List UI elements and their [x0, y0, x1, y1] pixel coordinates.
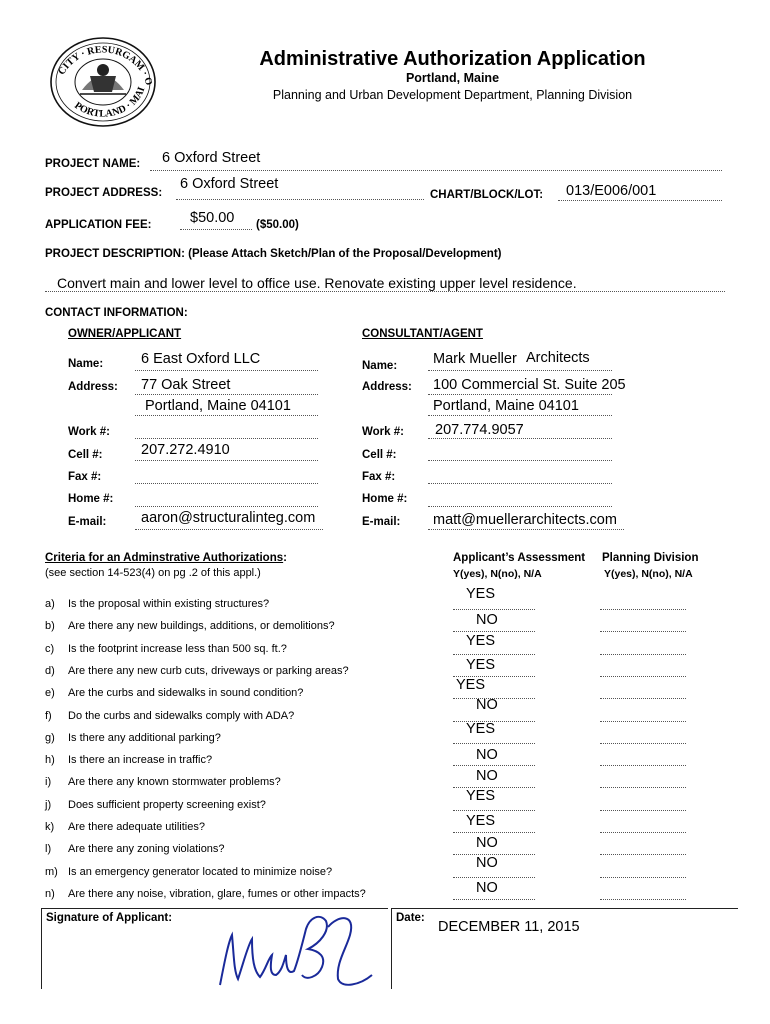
- owner-name-value[interactable]: 6 East Oxford LLC: [141, 351, 261, 367]
- applicant-assessment-subheading: Y(yes), N(no), N/A: [453, 568, 542, 580]
- planning-answer-line[interactable]: [600, 810, 686, 811]
- criteria-question: Does sufficient property screening exist?: [68, 799, 266, 811]
- owner-address-line1: [135, 394, 318, 395]
- criteria-question: Are there any noise, vibration, glare, fumes or other impacts?: [68, 888, 366, 900]
- criteria-question: Is there any additional parking?: [68, 732, 221, 744]
- owner-cell-label: Cell #:: [68, 449, 103, 461]
- criteria-letter: b): [45, 620, 55, 632]
- date-value[interactable]: DECEMBER 11, 2015: [438, 919, 580, 935]
- applicant-answer-line: [453, 765, 535, 766]
- applicant-answer[interactable]: NO: [476, 697, 498, 713]
- consultant-work-label: Work #:: [362, 426, 404, 438]
- project-description-line: [45, 291, 725, 292]
- project-address-value[interactable]: 6 Oxford Street: [180, 176, 279, 192]
- applicant-answer[interactable]: YES: [466, 586, 496, 602]
- owner-cell-line: [135, 460, 318, 461]
- project-address-label: PROJECT ADDRESS:: [45, 187, 163, 199]
- consultant-email-value[interactable]: matt@muellerarchitects.com: [433, 512, 617, 528]
- criteria-question: Do the curbs and sidewalks comply with ADA?: [68, 710, 295, 722]
- applicant-answer[interactable]: YES: [456, 677, 486, 693]
- criteria-letter: m): [45, 866, 58, 878]
- planning-answer-line[interactable]: [600, 721, 686, 722]
- chart-block-lot-value[interactable]: 013/E006/001: [566, 183, 657, 199]
- consultant-address-line2-value[interactable]: Portland, Maine 04101: [433, 398, 579, 414]
- chart-block-lot-line: [558, 200, 722, 201]
- consultant-name-label: Name:: [362, 360, 398, 372]
- applicant-answer-line: [453, 810, 535, 811]
- owner-email-label: E-mail:: [68, 516, 107, 528]
- criteria-letter: d): [45, 665, 55, 677]
- consultant-address-line1: [428, 394, 612, 395]
- owner-home-line: [135, 506, 318, 507]
- consultant-home-label: Home #:: [362, 493, 408, 505]
- owner-fax-line: [135, 483, 318, 484]
- planning-answer-line[interactable]: [600, 743, 686, 744]
- chart-block-lot-label: CHART/BLOCK/LOT:: [430, 189, 544, 201]
- criteria-question: Are the curbs and sidewalks in sound condition?: [68, 687, 304, 699]
- applicant-answer[interactable]: NO: [476, 855, 498, 871]
- criteria-letter: l): [45, 843, 52, 855]
- application-fee-line: [180, 229, 252, 230]
- consultant-name-value[interactable]: Mark Mueller: [433, 351, 517, 367]
- criteria-letter: g): [45, 732, 55, 744]
- city-seal: [40, 32, 170, 132]
- project-name-label: PROJECT NAME:: [45, 158, 141, 170]
- applicant-answer[interactable]: YES: [466, 721, 496, 737]
- consultant-email-label: E-mail:: [362, 516, 401, 528]
- date-label: Date:: [396, 912, 425, 924]
- project-description-label: PROJECT DESCRIPTION: (Please Attach Sketch/Plan of the Proposal/Development): [45, 248, 502, 260]
- project-name-line: [150, 170, 722, 171]
- planning-answer-line[interactable]: [600, 654, 686, 655]
- applicant-answer-line: [453, 743, 535, 744]
- applicant-answer[interactable]: NO: [476, 768, 498, 784]
- criteria-question: Are there any new curb cuts, driveways or parking areas?: [68, 665, 349, 677]
- criteria-title-text: Criteria for an Adminstrative Authorizations: [45, 552, 284, 564]
- consultant-fax-label: Fax #:: [362, 471, 396, 483]
- owner-home-label: Home #:: [68, 493, 114, 505]
- consultant-cell-label: Cell #:: [362, 449, 397, 461]
- criteria-letter: k): [45, 821, 55, 833]
- owner-work-label: Work #:: [68, 426, 110, 438]
- applicant-answer[interactable]: YES: [466, 633, 496, 649]
- signature-mark[interactable]: [210, 905, 380, 995]
- owner-address-line2: [135, 415, 318, 416]
- planning-answer-line[interactable]: [600, 854, 686, 855]
- applicant-answer-line: [453, 631, 535, 632]
- applicant-answer-line: [453, 654, 535, 655]
- criteria-letter: h): [45, 754, 55, 766]
- signature-label: Signature of Applicant:: [46, 912, 173, 924]
- applicant-answer[interactable]: NO: [476, 747, 498, 763]
- applicant-answer[interactable]: NO: [476, 612, 498, 628]
- owner-email-line: [135, 529, 323, 530]
- owner-fax-label: Fax #:: [68, 471, 102, 483]
- header-city: Portland, Maine: [405, 71, 500, 85]
- planning-answer-line[interactable]: [600, 899, 686, 900]
- criteria-letter: j): [45, 799, 52, 811]
- criteria-question: Is there an increase in traffic?: [68, 754, 213, 766]
- application-fee-note: ($50.00): [256, 219, 299, 231]
- application-fee-value[interactable]: $50.00: [190, 210, 235, 226]
- applicant-answer-line: [453, 877, 535, 878]
- applicant-answer[interactable]: YES: [466, 657, 496, 673]
- owner-name-line: [135, 370, 318, 371]
- contact-info-heading: CONTACT INFORMATION:: [45, 307, 188, 319]
- consultant-work-line: [428, 438, 612, 439]
- consultant-cell-line: [428, 460, 612, 461]
- owner-work-line: [135, 438, 318, 439]
- planning-division-subheading: Y(yes), N(no), N/A: [604, 568, 693, 580]
- criteria-letter: e): [45, 687, 55, 699]
- consultant-heading: CONSULTANT/AGENT: [362, 328, 483, 340]
- consultant-home-line: [428, 506, 612, 507]
- criteria-question: Are there any new buildings, additions, or demolitions?: [68, 620, 335, 632]
- applicant-assessment-heading: Applicant’s Assessment: [453, 552, 586, 564]
- criteria-letter: i): [45, 776, 52, 788]
- applicant-answer[interactable]: NO: [476, 880, 498, 896]
- consultant-email-line: [428, 529, 624, 530]
- applicant-answer-line: [453, 609, 535, 610]
- consultant-work-value[interactable]: 207.774.9057: [435, 422, 524, 438]
- owner-name-label: Name:: [68, 358, 104, 370]
- owner-address-label: Address:: [68, 381, 118, 393]
- svg-text:PORTLAND · MAINE: PORTLAND · MAI: [72, 85, 148, 120]
- planning-answer-line[interactable]: [600, 765, 686, 766]
- consultant-fax-line: [428, 483, 612, 484]
- planning-answer-line[interactable]: [600, 877, 686, 878]
- owner-address-line1-value[interactable]: 77 Oak Street: [141, 377, 231, 393]
- criteria-title: [45, 552, 287, 564]
- planning-division-heading: Planning Division: [602, 552, 699, 564]
- applicant-answer[interactable]: YES: [466, 788, 496, 804]
- owner-heading: OWNER/APPLICANT: [68, 328, 182, 340]
- applicant-answer-line: [453, 832, 535, 833]
- planning-answer-line[interactable]: [600, 609, 686, 610]
- owner-address-line2-value[interactable]: Portland, Maine 04101: [145, 398, 291, 414]
- criteria-question: Is an emergency generator located to minimize noise?: [68, 866, 333, 878]
- criteria-letter: a): [45, 598, 55, 610]
- consultant-name-value-2[interactable]: Architects: [526, 350, 590, 366]
- owner-cell-value[interactable]: 207.272.4910: [141, 442, 230, 458]
- applicant-answer[interactable]: NO: [476, 835, 498, 851]
- consultant-address-line2: [428, 415, 612, 416]
- criteria-title-colon: :: [283, 552, 287, 564]
- owner-email-value[interactable]: aaron@structuralinteg.com: [141, 510, 316, 526]
- application-fee-label: APPLICATION FEE:: [45, 219, 152, 231]
- planning-answer-line[interactable]: [600, 787, 686, 788]
- criteria-letter: c): [45, 643, 55, 655]
- criteria-question: Is the footprint increase less than 500 sq. ft.?: [68, 643, 287, 655]
- consultant-address-label: Address:: [362, 381, 412, 393]
- header-department: Planning and Urban Development Department, Planning Division: [272, 88, 633, 102]
- project-address-line: [176, 199, 424, 200]
- criteria-letter: n): [45, 888, 55, 900]
- criteria-question: Is the proposal within existing structures?: [68, 598, 270, 610]
- criteria-question: Are there any known stormwater problems?: [68, 776, 281, 788]
- page-title: Administrative Authorization Application: [259, 48, 646, 70]
- criteria-question: Are there adequate utilities?: [68, 821, 205, 833]
- consultant-name-line: [428, 370, 612, 371]
- planning-answer-line[interactable]: [600, 676, 686, 677]
- criteria-letter: f): [45, 710, 52, 722]
- svg-text:CITY · RESURGAM · OF: CITY · RESURGAM · O: [56, 44, 155, 87]
- project-description-value[interactable]: Convert main and lower level to office use. Renovate existing upper level residence.: [57, 275, 577, 291]
- applicant-answer-line: [453, 899, 535, 900]
- criteria-subtitle: (see section 14-523(4) on pg .2 of this appl.): [45, 567, 261, 579]
- criteria-question: Are there any zoning violations?: [68, 843, 225, 855]
- planning-answer-line[interactable]: [600, 832, 686, 833]
- planning-answer-line[interactable]: [600, 631, 686, 632]
- applicant-answer[interactable]: YES: [466, 813, 496, 829]
- planning-answer-line[interactable]: [600, 698, 686, 699]
- project-name-value[interactable]: 6 Oxford Street: [162, 150, 261, 166]
- consultant-address-line1-value[interactable]: 100 Commercial St. Suite 205: [433, 377, 626, 393]
